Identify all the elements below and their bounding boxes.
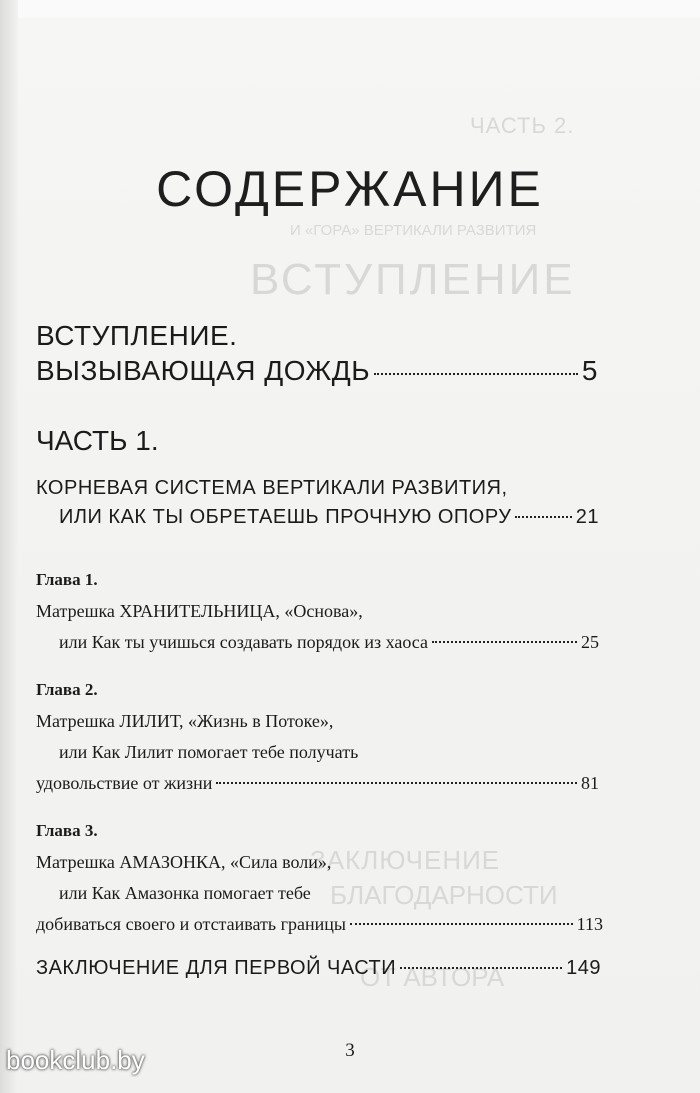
- toc-entry-chapter2-line3[interactable]: [36, 773, 599, 794]
- page-number: 5: [581, 355, 598, 386]
- toc-entry-intro-line2[interactable]: [36, 355, 598, 387]
- page-top-edge: [0, 0, 700, 18]
- show-through-text: БЛАГОДАРНОСТИ: [330, 880, 558, 910]
- page-number: 81: [581, 773, 599, 793]
- dot-leader: [350, 923, 573, 925]
- chapter-heading: [36, 570, 98, 590]
- dot-leader: [216, 782, 577, 784]
- page-number: 149: [566, 957, 601, 979]
- chapter-line2: или Как Лилит помогает тебе получать: [59, 742, 359, 762]
- chapter-heading-text: Глава 1.: [36, 570, 98, 589]
- toc-entry-part1[interactable]: [36, 477, 508, 500]
- part-title-line1: КОРНЕВАЯ СИСТЕМА ВЕРТИКАЛИ РАЗВИТИЯ,: [36, 477, 508, 499]
- toc-entry-chapter3[interactable]: [36, 852, 331, 873]
- toc-intro-line1: ВСТУПЛЕНИЕ.: [36, 320, 238, 351]
- page-number: 25: [581, 632, 599, 652]
- chapter-line2: или Как Амазонка помогает тебе: [59, 883, 311, 903]
- chapter-heading: [36, 821, 98, 841]
- page-number: 113: [576, 914, 603, 934]
- show-through-text: ЗАКЛЮЧЕНИЕ: [310, 845, 501, 875]
- chapter-line2: или Как ты учишься создавать порядок из хаоса: [59, 632, 428, 652]
- toc-entry-part1-line2[interactable]: [59, 506, 599, 529]
- chapter-line1: Матрешка АМАЗОНКА, «Сила воли»,: [36, 852, 332, 872]
- chapter-line3: удовольствие от жизни: [36, 773, 213, 793]
- show-through-text: ЧАСТЬ 2.: [470, 113, 575, 138]
- chapter-heading-text: Глава 3.: [36, 821, 98, 840]
- dot-leader: [374, 373, 578, 375]
- toc-entry-chapter1-line2[interactable]: [59, 632, 599, 653]
- part-heading-text: ЧАСТЬ 1.: [36, 425, 159, 456]
- toc-intro-line2: ВЫЗЫВАЮЩАЯ ДОЖДЬ: [36, 355, 371, 386]
- conclusion-label: ЗАКЛЮЧЕНИЕ ДЛЯ ПЕРВОЙ ЧАСТИ: [36, 957, 397, 979]
- chapter-line1: Матрешка ЛИЛИТ, «Жизнь в Потоке»,: [36, 711, 334, 731]
- show-through-text: ВСТУПЛЕНИЕ: [250, 255, 576, 304]
- page-folio: 3: [345, 1040, 355, 1061]
- watermark-logo: bookclub.by: [6, 1045, 145, 1075]
- dot-leader: [432, 641, 577, 643]
- show-through-text: ОТ АВТОРА: [360, 962, 505, 992]
- toc-entry-chapter1[interactable]: [36, 601, 363, 622]
- page-title: СОДЕРЖАНИЕ: [156, 161, 544, 217]
- toc-entry-chapter2[interactable]: [36, 711, 333, 732]
- part-title-line2: ИЛИ КАК ТЫ ОБРЕТАЕШЬ ПРОЧНУЮ ОПОРУ: [59, 506, 512, 528]
- chapter-heading-text: Глава 2.: [36, 680, 98, 699]
- chapter-line3: добиваться своего и отстаивать границы: [36, 914, 346, 934]
- page-number: 21: [575, 506, 599, 528]
- show-through-text: И «ГОРА» ВЕРТИКАЛИ РАЗВИТИЯ: [290, 222, 537, 239]
- dot-leader: [515, 516, 571, 518]
- toc-entry-chapter3-line2[interactable]: [59, 883, 311, 904]
- toc-entry-chapter3-line3[interactable]: [36, 914, 603, 935]
- dot-leader: [400, 967, 562, 969]
- toc-entry-intro[interactable]: [36, 320, 237, 352]
- chapter-heading: [36, 680, 98, 700]
- chapter-line1: Матрешка ХРАНИТЕЛЬНИЦА, «Основа»,: [36, 601, 363, 621]
- toc-entry-chapter2-line2[interactable]: [59, 742, 358, 763]
- toc-entry-conclusion[interactable]: [36, 957, 601, 980]
- part-heading: [36, 425, 159, 457]
